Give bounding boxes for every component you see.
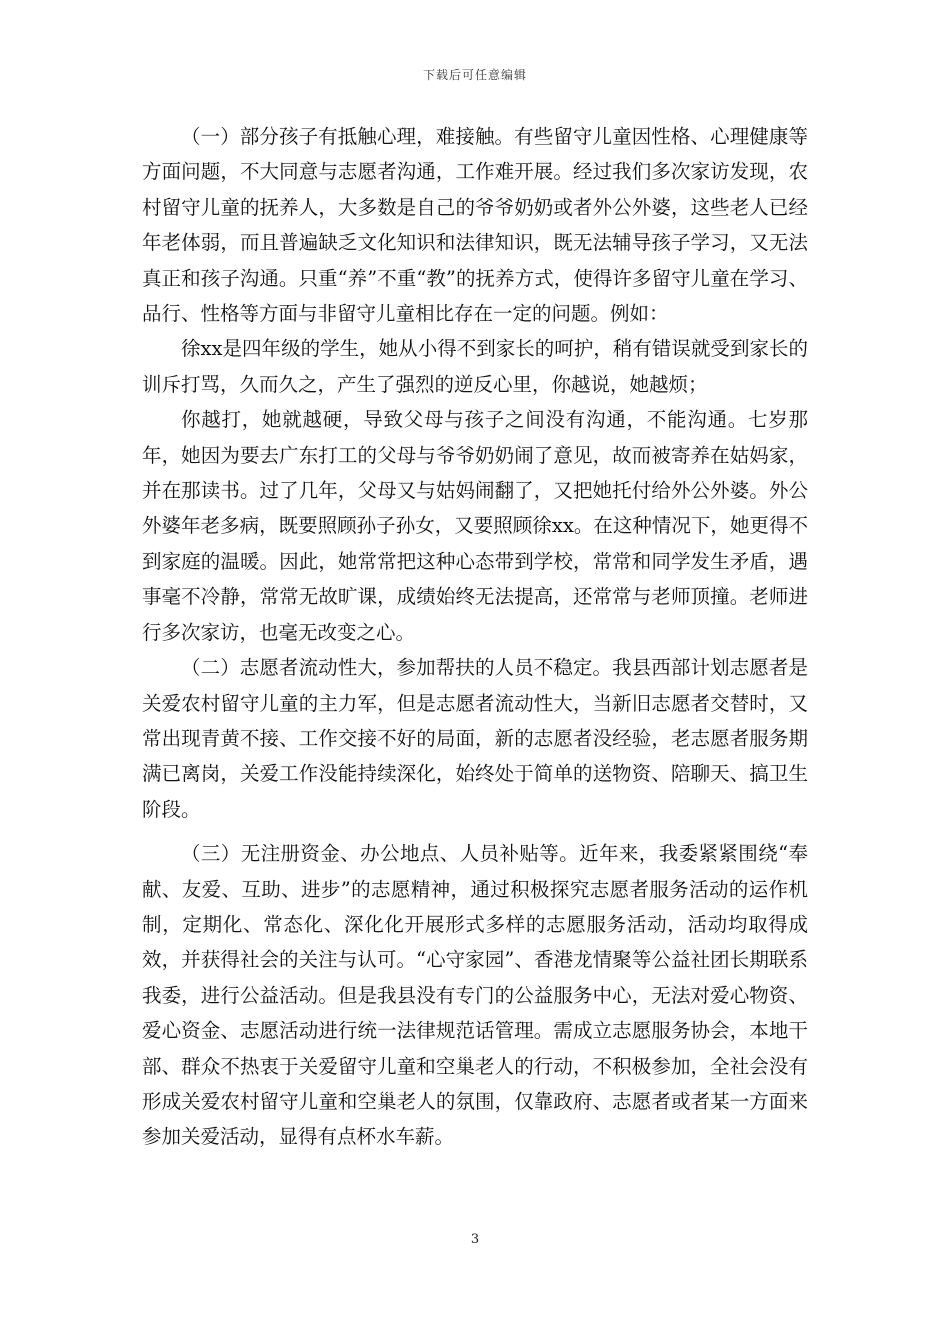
page-number: 3 <box>470 1232 480 1247</box>
document-body <box>142 119 808 1155</box>
paragraph-5: （三）无注册资金、办公地点、人员补贴等。近年来，我委紧紧围绕“奉献、友爱、互助、进步”的志愿精神，通过积极探究志愿者服务活动的运作机制，定期化、常态化、深化化开展形式多样的志愿服务活动，活动均取得成效，并获得社会的关注与认可。“心守家园”、香港龙情聚等公益社团长期联系我委，进行公益活动。但是我县没有专门的公益服务中心，无法对爱心物资、爱心资金、志愿活动进行统一法律规范话管理。需成立志愿服务协会，本地干部、群众不热衷于关爱留守儿童和空巢老人的行动，不积极参加，全社会没有形成关爱农村留守儿童和空巢老人的氛围，仅靠政府、志愿者或者某一方面来参加关爱活动，显得有点杯水车薪。 <box>142 842 808 1149</box>
paragraph-2: 徐xx是四年级的学生，她从小得不到家长的呵护，稍有错误就受到家长的训斥打骂，久而久之，产生了强烈的逆反心里，你越说，她越烦； <box>142 337 808 396</box>
paragraph-4: （二）志愿者流动性大，参加帮扶的人员不稳定。我县西部计划志愿者是关爱农村留守儿童的主力军，但是志愿者流动性大，当新旧志愿者交替时，又常出现青黄不接、工作交接不好的局面，新的志愿者没经验，老志愿者服务期满已离岗，关爱工作没能持续深化，始终处于简单的送物资、陪聊天、搞卫生阶段。 <box>142 656 808 821</box>
page-header: 下载后可任意编辑 <box>422 68 527 82</box>
paragraph-1: （一）部分孩子有抵触心理，难接触。有些留守儿童因性格、心理健康等方面问题，不大同意与志愿者沟通，工作难开展。经过我们多次家访发现，农村留守儿童的抚养人，大多数是自己的爷爷奶奶或者外公外婆，这些老人已经年老体弱，而且普遍缺乏文化知识和法律知识，既无法辅导孩子学习，又无法真正和孩子沟通。只重“养”不重“教”的抚养方式，使得许多留守儿童在学习、品行、性格等方面与非留守儿童相比存在一定的问题。例如： <box>142 125 808 326</box>
paragraph-3: 你越打，她就越硬，导致父母与孩子之间没有沟通，不能沟通。七岁那年，她因为要去广东打工的父母与爷爷奶奶闹了意见，故而被寄养在姑妈家，并在那读书。过了几年，父母又与姑妈闹翻了，又把她托付给外公外婆。外公外婆年老多病，既要照顾孙子孙女，又要照顾徐xx。在这种情况下，她更得不到家庭的温暖。因此，她常常把这种心态带到学校，常常和同学发生矛盾，遇事毫不冷静，常常无故旷课，成绩始终无法提高，还常常与老师顶撞。老师进行多次家访，也毫无改变之心。 <box>142 408 808 644</box>
